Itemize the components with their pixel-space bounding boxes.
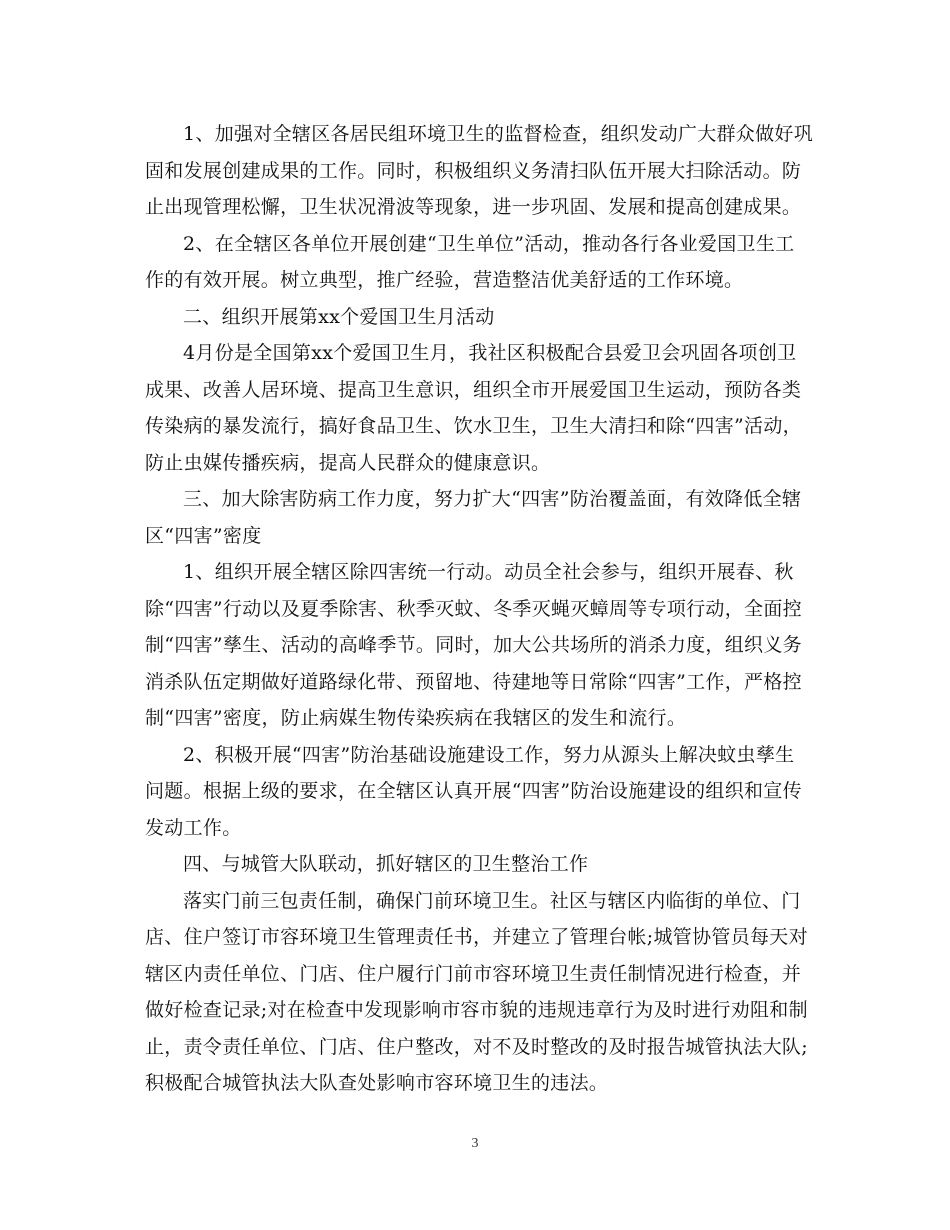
section-heading: 二、组织开展第xx个爱国卫生月活动 (183, 305, 495, 328)
section-heading: 四、与城管大队联动，抓好辖区的卫生整治工作 (183, 853, 589, 875)
paragraph: 1、组织开展全辖区除四害统一行动。动员全社会参与，组织开展春、秋除“四害”行动以及夏季除害、秋季灭蚊、冬季灭蝇灭蟑周等专项行动，全面控制“四害”孳生、活动的高峰季节。同时，加大公共场所的消杀力度，组织义务消杀队伍定期做好道路绿化带、预留地、待建地等日常除“四害”工作，严格控制“四害”密度，防止病媒生物传染疾病在我辖区的发生和流行。 (145, 561, 802, 729)
paragraph: 2、积极开展“四害”防治基础设施建设工作，努力从源头上解决蚊虫孳生问题。根据上级的要求，在全辖区认真开展“四害”防治设施建设的组织和宣传发动工作。 (145, 743, 802, 839)
document-body (145, 116, 813, 1102)
paragraph: 2、在全辖区各单位开展创建“卫生单位”活动，推动各行各业爱国卫生工作的有效开展。树立典型，推广经验，营造整洁优美舒适的工作环境。 (145, 232, 795, 291)
paragraph: 落实门前三包责任制，确保门前环境卫生。社区与辖区内临街的单位、门店、住户签订市容环境卫生管理责任书，并建立了管理台帐;城管协管员每天对辖区内责任单位、门店、住户履行门前市容环境卫生责任制情况进行检查，并做好检查记录;对在检查中发现影响市容市貌的违规违章行为及时进行劝阻和制止，责令责任单位、门店、住户整改，对不及时整改的及时报告城管执法大队;积极配合城管执法大队查处影响市容环境卫生的违法。 (145, 889, 808, 1094)
paragraph: 4月份是全国第xx个爱国卫生月，我社区积极配合县爱卫会巩固各项创卫成果、改善人居环境、提高卫生意识，组织全市开展爱国卫生运动，预防各类传染病的暴发流行，搞好食品卫生、饮水卫生，卫生大清扫和除“四害”活动，防止虫媒传播疾病，提高人民群众的健康意识。 (145, 342, 802, 474)
page-number: 3 (471, 1136, 479, 1151)
paragraph: 1、加强对全辖区各居民组环境卫生的监督检查，组织发动广大群众做好巩固和发展创建成果的工作。同时，积极组织义务清扫队伍开展大扫除活动。防止出现管理松懈，卫生状况滑波等现象，进一步巩固、发展和提高创建成果。 (145, 123, 813, 218)
section-heading: 三、加大除害防病工作力度，努力扩大“四害”防治覆盖面，有效降低全辖区“四害”密度 (145, 488, 802, 547)
